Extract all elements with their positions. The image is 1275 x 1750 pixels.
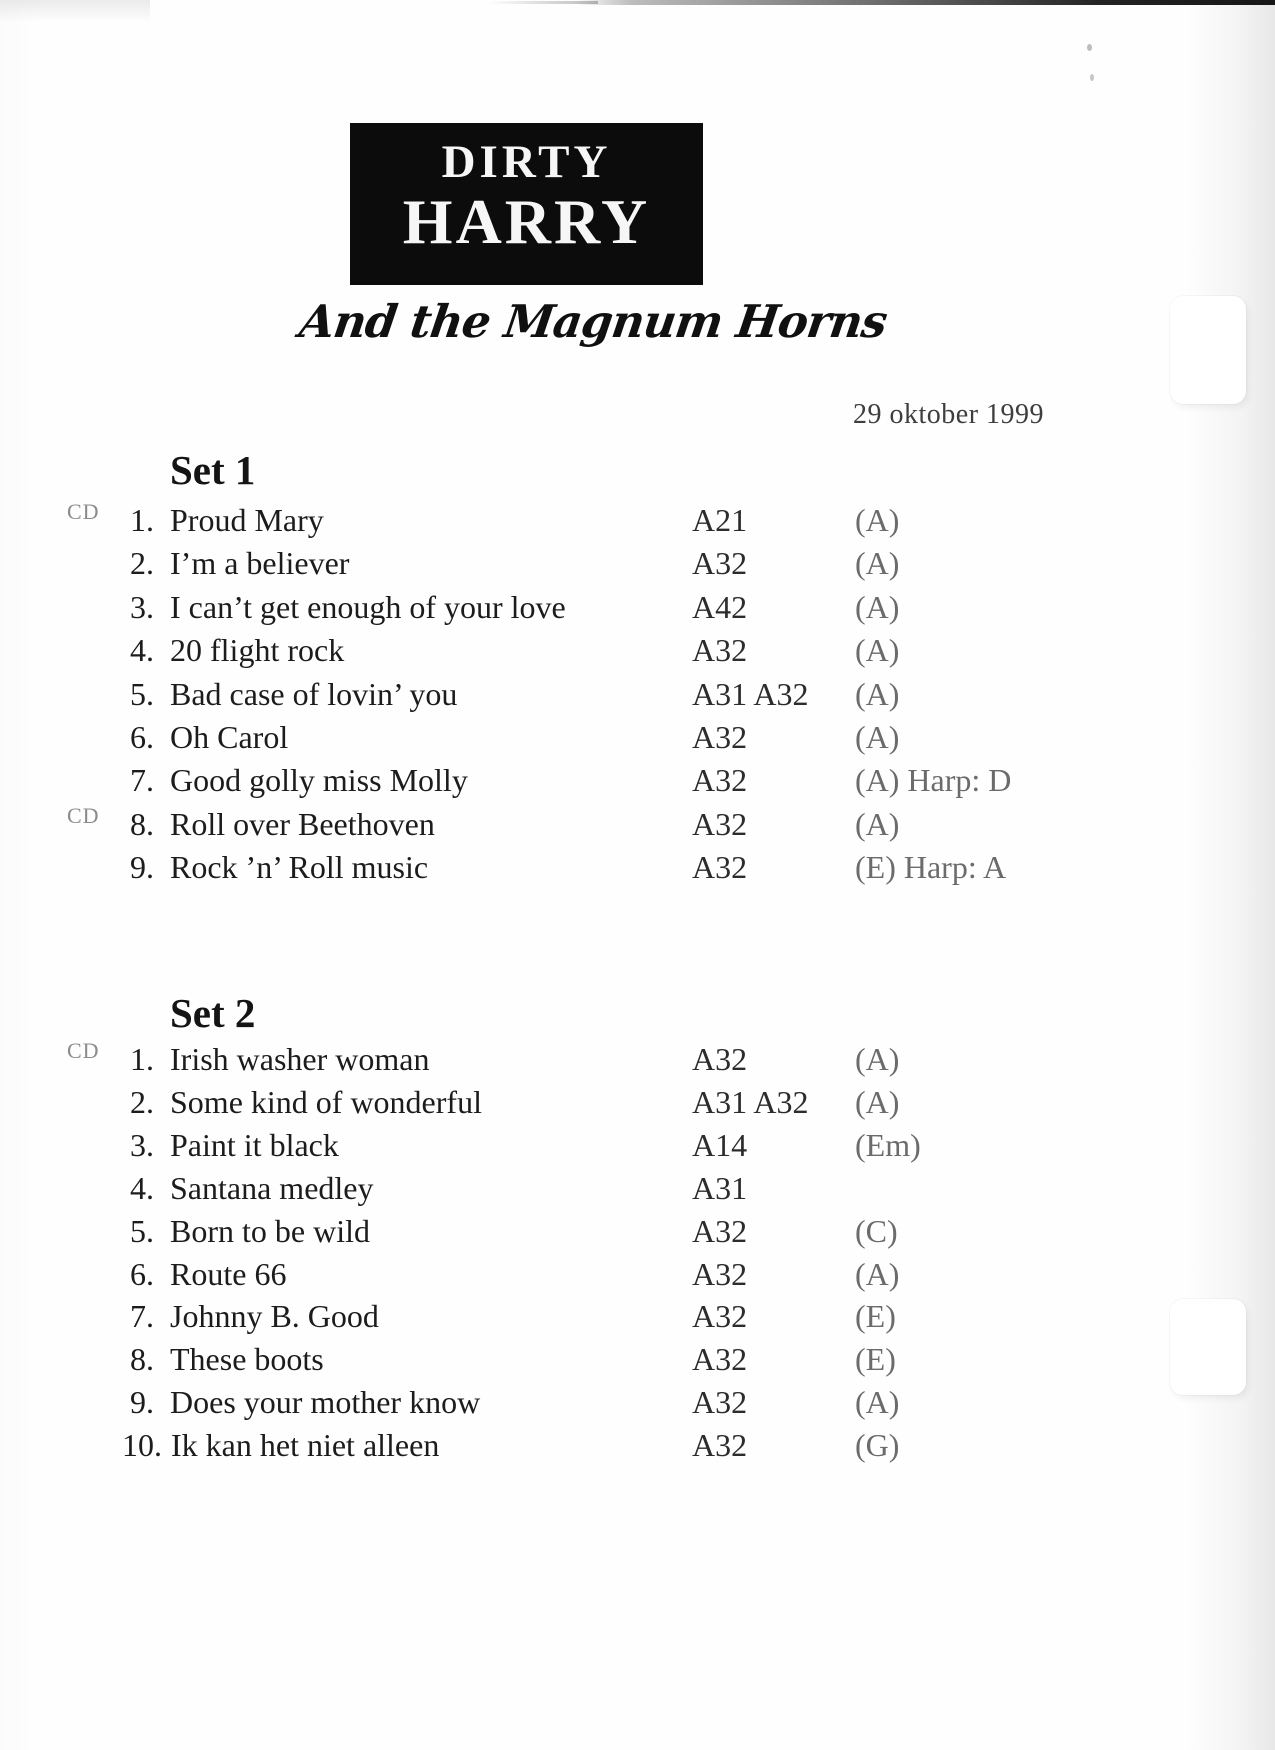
song-title: Some kind of wonderful bbox=[170, 1084, 482, 1120]
song-code: A32 bbox=[692, 1256, 748, 1292]
song-row bbox=[0, 1125, 1150, 1165]
song-key: (A) bbox=[855, 1384, 900, 1420]
song-code: A32 bbox=[692, 806, 748, 842]
song-number: 7. bbox=[130, 1298, 154, 1334]
song-title: 20 flight rock bbox=[170, 632, 345, 668]
song-code: A32 bbox=[692, 1384, 748, 1420]
song-row bbox=[0, 760, 1150, 800]
document-date: 29 oktober 1999 bbox=[853, 399, 1045, 430]
cd-marker: CD bbox=[67, 1038, 100, 1063]
song-row bbox=[0, 1168, 1150, 1208]
song-code: A32 bbox=[692, 1341, 748, 1377]
song-code: A32 bbox=[692, 1298, 748, 1334]
song-title: Oh Carol bbox=[170, 719, 289, 755]
song-key: (E) bbox=[855, 1341, 896, 1377]
band-subtitle: And the Magnum Horns bbox=[296, 295, 890, 348]
song-number: 4. bbox=[130, 1170, 154, 1206]
scan-artifact-corner-wash bbox=[0, 0, 150, 22]
song-title: Irish washer woman bbox=[170, 1041, 430, 1077]
song-title: I’m a believer bbox=[170, 545, 350, 581]
song-title: Does your mother know bbox=[170, 1384, 481, 1420]
song-row bbox=[0, 1039, 1150, 1079]
song-code: A14 bbox=[692, 1127, 748, 1163]
song-title: Santana medley bbox=[170, 1170, 374, 1206]
song-number: 3. bbox=[130, 589, 154, 625]
song-key: (A) bbox=[855, 1041, 900, 1077]
song-title: Roll over Beethoven bbox=[170, 806, 435, 842]
song-number: 2. bbox=[130, 1084, 154, 1120]
song-row bbox=[0, 543, 1150, 583]
song-code: A42 bbox=[692, 589, 748, 625]
song-key: (A) bbox=[855, 719, 900, 755]
song-title: Good golly miss Molly bbox=[170, 762, 468, 798]
song-number: 8. bbox=[130, 806, 154, 842]
song-row bbox=[0, 587, 1150, 627]
song-number: 8. bbox=[130, 1341, 154, 1377]
song-number: 6. bbox=[130, 719, 154, 755]
band-name-line2: HARRY bbox=[402, 186, 651, 257]
scan-artifact-tab bbox=[1170, 1299, 1246, 1395]
song-title: Ik kan het niet alleen bbox=[171, 1427, 440, 1463]
song-key: (Em) bbox=[855, 1127, 921, 1163]
song-row bbox=[0, 1082, 1150, 1122]
song-key: (A) bbox=[855, 589, 900, 625]
song-number: 1. bbox=[130, 1041, 154, 1077]
song-title: Johnny B. Good bbox=[170, 1298, 379, 1334]
song-code: A32 bbox=[692, 1213, 748, 1249]
song-row bbox=[0, 847, 1150, 887]
song-title: Proud Mary bbox=[170, 502, 324, 538]
song-number: 4. bbox=[130, 632, 154, 668]
song-title: Paint it black bbox=[170, 1127, 339, 1163]
song-row bbox=[0, 1211, 1150, 1251]
song-key: (A) bbox=[855, 676, 900, 712]
band-name-line1: DIRTY bbox=[441, 136, 612, 188]
song-title: Rock ’n’ Roll music bbox=[170, 849, 429, 885]
song-code: A21 bbox=[692, 502, 748, 538]
song-row bbox=[0, 804, 1150, 844]
song-key: (A) bbox=[855, 1084, 900, 1120]
song-code: A32 bbox=[692, 632, 748, 668]
song-key: (A) bbox=[855, 1256, 900, 1292]
song-code: A32 bbox=[692, 1427, 748, 1463]
song-key: (E) bbox=[855, 1298, 896, 1334]
song-code: A32 bbox=[692, 1041, 748, 1077]
song-row bbox=[0, 1339, 1150, 1379]
song-row bbox=[0, 1296, 1150, 1336]
band-logo bbox=[350, 123, 703, 285]
song-title: These boots bbox=[170, 1341, 324, 1377]
song-code: A31 bbox=[692, 1170, 748, 1206]
song-key: (A) bbox=[855, 545, 900, 581]
set-title: Set 1 bbox=[170, 447, 256, 493]
song-row bbox=[0, 1425, 1150, 1465]
song-key: (A) bbox=[855, 632, 900, 668]
song-key: (E) Harp: A bbox=[855, 849, 1007, 885]
song-number: 6. bbox=[130, 1256, 154, 1292]
song-number: 5. bbox=[130, 1213, 154, 1249]
song-row bbox=[0, 717, 1150, 757]
scan-artifact-tab bbox=[1170, 296, 1246, 404]
song-number: 5. bbox=[130, 676, 154, 712]
cd-marker: CD bbox=[67, 499, 100, 524]
song-row bbox=[0, 1254, 1150, 1294]
song-number: 2. bbox=[130, 545, 154, 581]
scan-artifact-top-line-2 bbox=[488, 1, 598, 4]
song-code: A31 A32 bbox=[692, 676, 809, 712]
song-key: (G) bbox=[855, 1427, 900, 1463]
song-number: 9. bbox=[130, 849, 154, 885]
set-title: Set 2 bbox=[170, 990, 256, 1036]
song-number: 10. bbox=[122, 1427, 162, 1463]
song-row bbox=[0, 674, 1150, 714]
cd-marker: CD bbox=[67, 803, 100, 828]
song-code: A32 bbox=[692, 849, 748, 885]
song-number: 9. bbox=[130, 1384, 154, 1420]
song-key: (A) bbox=[855, 806, 900, 842]
song-number: 3. bbox=[130, 1127, 154, 1163]
song-title: I can’t get enough of your love bbox=[170, 589, 566, 625]
song-title: Route 66 bbox=[170, 1256, 287, 1292]
song-number: 7. bbox=[130, 762, 154, 798]
scan-artifact-speck bbox=[1087, 44, 1092, 51]
song-row bbox=[0, 630, 1150, 670]
song-title: Born to be wild bbox=[170, 1213, 370, 1249]
song-title: Bad case of lovin’ you bbox=[170, 676, 458, 712]
song-key: (C) bbox=[855, 1213, 898, 1249]
song-code: A32 bbox=[692, 762, 748, 798]
song-code: A32 bbox=[692, 545, 748, 581]
song-number: 1. bbox=[130, 502, 154, 538]
song-row bbox=[0, 1382, 1150, 1422]
song-key: (A) bbox=[855, 502, 900, 538]
song-code: A32 bbox=[692, 719, 748, 755]
scan-artifact-speck bbox=[1090, 74, 1094, 81]
song-row bbox=[0, 500, 1150, 540]
song-code: A31 A32 bbox=[692, 1084, 809, 1120]
song-key: (A) Harp: D bbox=[855, 762, 1012, 798]
scan-artifact-top-line bbox=[575, 0, 1275, 5]
